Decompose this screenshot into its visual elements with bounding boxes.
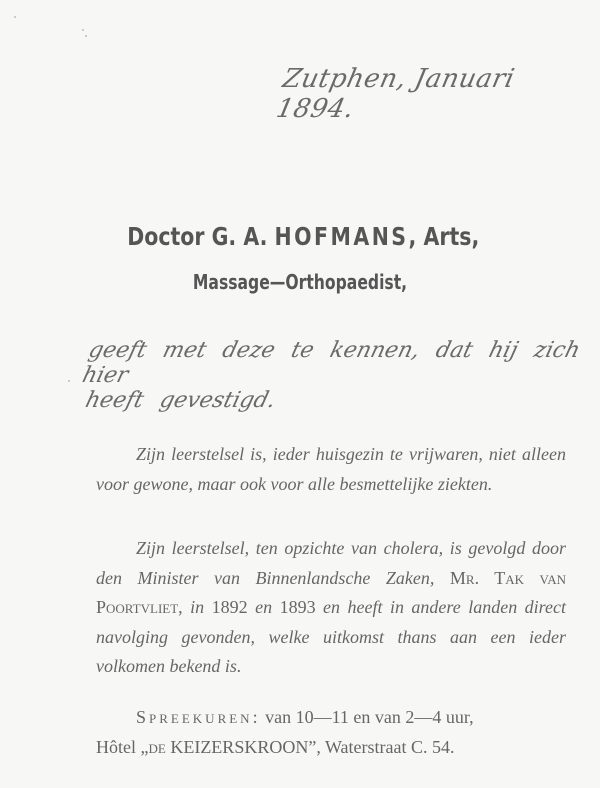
cholera-text-3: en — [247, 597, 280, 617]
minister-name: Mr. Tak van Poortvliet, — [96, 567, 566, 617]
doctor-heading — [57, 222, 549, 251]
cholera-text-1: Zijn leerstelsel, ten opzichte van cholera, is gevolgd door den Minister van Binnenlandsche Zaken, — [96, 538, 566, 588]
paper-speck — [85, 35, 87, 37]
cholera-text-4: en heeft in andere landen direct navolging gevonden, welke uitkomst thans aan een ieder volkomen bekend is. — [96, 597, 566, 676]
heading-name: HOFMANS — [274, 222, 409, 251]
cholera-text-2: in — [182, 597, 212, 617]
announcement-line-1: geeft met deze te kennen, dat hij zich hier — [79, 338, 583, 388]
paragraph-principle — [96, 440, 566, 499]
consulting-hours — [96, 702, 566, 732]
year-1892: 1892 — [211, 597, 248, 617]
hours-text: van 10—11 en van 2—4 uur, — [260, 707, 474, 727]
address-name: KEIZERSKROON” — [165, 737, 317, 757]
paragraph-cholera — [96, 534, 566, 682]
address-de: de — [148, 737, 166, 757]
dateline: Zutphen, Januari 1894. — [273, 64, 518, 124]
announcement-line-2: heeft gevestigd. — [82, 388, 279, 413]
heading-prefix: Doctor G. A. — [127, 222, 268, 251]
profession-subheading: Massage—Orthopaedist, — [192, 270, 408, 294]
paper-speck — [82, 29, 84, 31]
year-1893: 1893 — [279, 597, 316, 617]
paper-speck — [14, 16, 16, 18]
paper-speck — [68, 380, 70, 382]
address-line — [96, 732, 566, 762]
heading-suffix: , Arts, — [408, 222, 480, 251]
address-prefix: Hôtel „ — [96, 737, 149, 757]
paragraph-principle-text: Zijn leerstelsel is, ieder huisgezin te vrijwaren, niet alleen voor gewone, maar ook voor alle besmettelijke ziekten. — [96, 444, 566, 494]
hours-label: Spreekuren: — [136, 707, 261, 727]
address-street: , Waterstraat C. 54. — [316, 737, 455, 757]
